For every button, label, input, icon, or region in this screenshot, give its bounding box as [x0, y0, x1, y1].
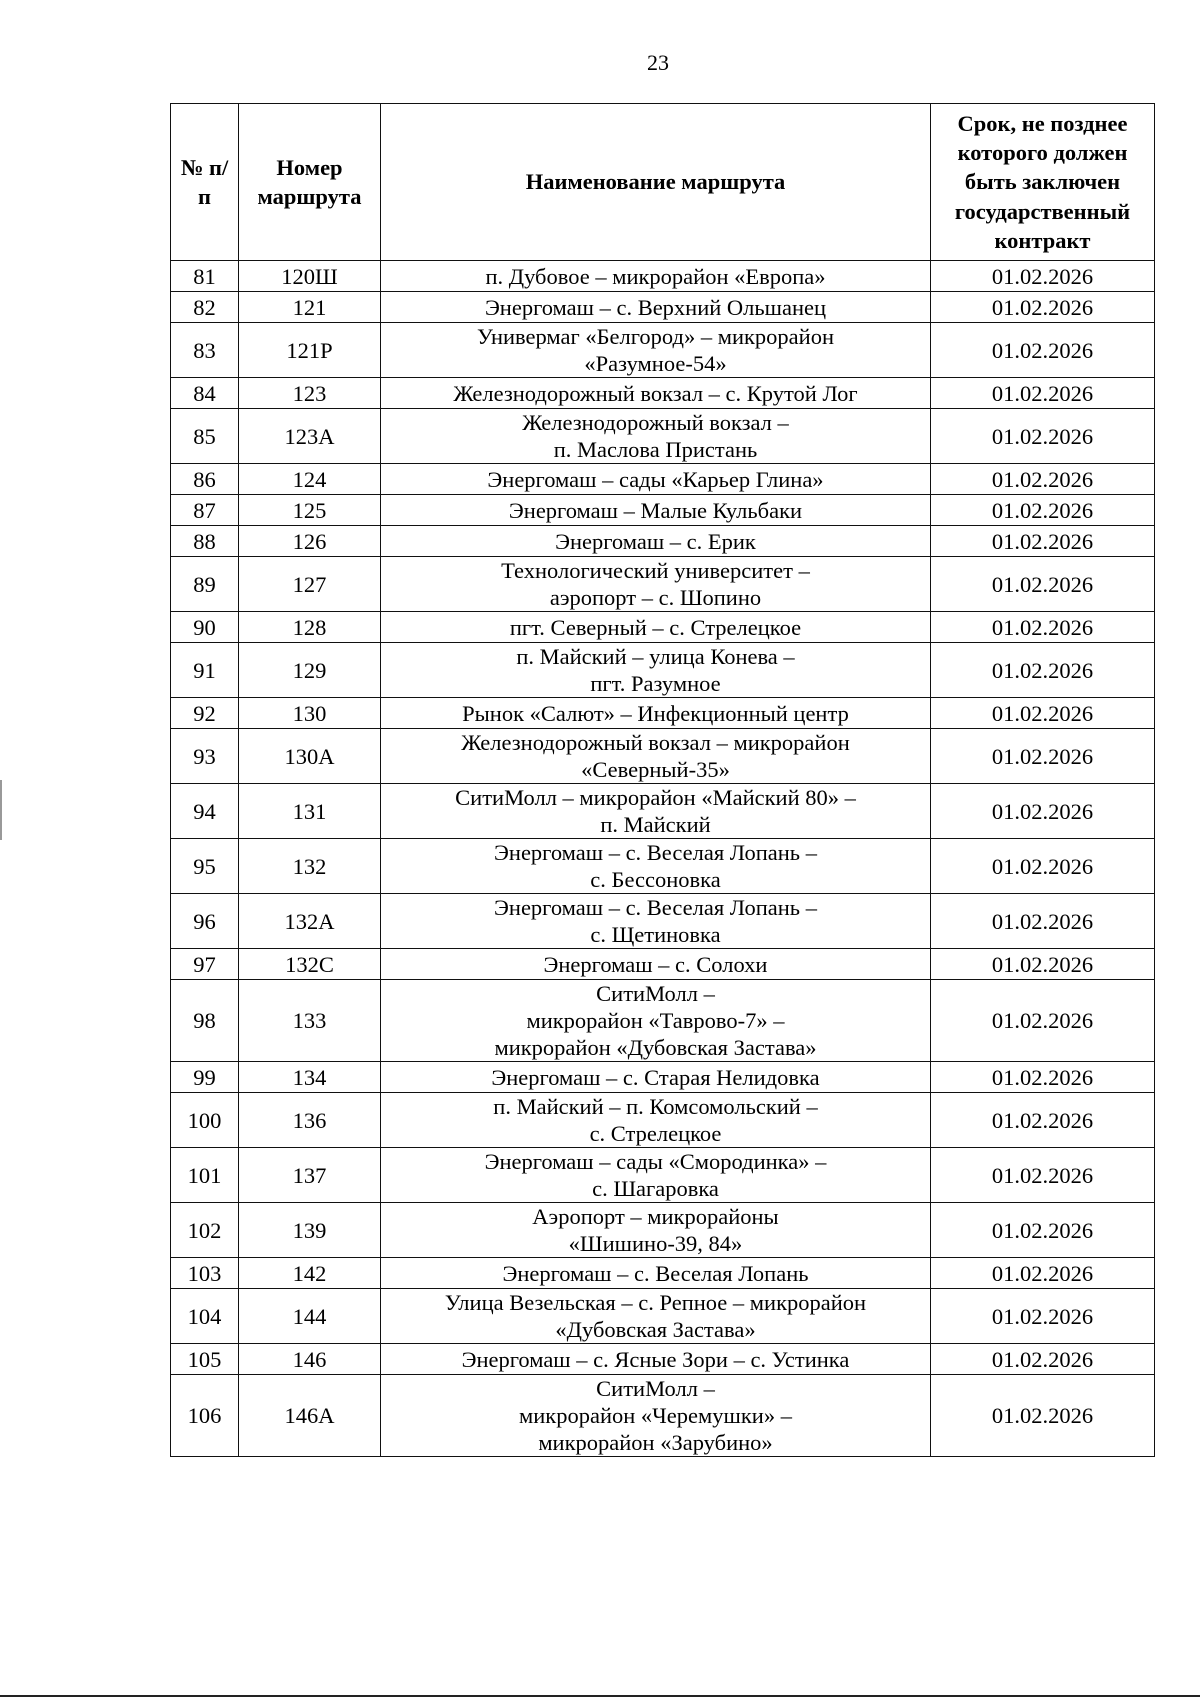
cell-num: 100	[171, 1093, 239, 1148]
cell-route-name: Железнодорожный вокзал – с. Крутой Лог	[381, 378, 931, 409]
cell-num: 95	[171, 839, 239, 894]
cell-route-name: Энергомаш – сады «Смородинка» – с. Шагаровка	[381, 1148, 931, 1203]
cell-route-name: п. Майский – п. Комсомольский – с. Стрелецкое	[381, 1093, 931, 1148]
cell-deadline: 01.02.2026	[931, 495, 1155, 526]
routes-table	[170, 103, 1155, 1457]
cell-deadline: 01.02.2026	[931, 784, 1155, 839]
table-row	[171, 464, 1155, 495]
cell-route-number: 125	[239, 495, 381, 526]
cell-route-number: 137	[239, 1148, 381, 1203]
header-row	[171, 104, 1155, 261]
cell-num: 88	[171, 526, 239, 557]
cell-route-name: Энергомаш – с. Ясные Зори – с. Устинка	[381, 1344, 931, 1375]
table-row	[171, 1203, 1155, 1258]
cell-route-number: 123	[239, 378, 381, 409]
cell-route-name: Технологический университет – аэропорт – с. Шопино	[381, 557, 931, 612]
cell-num: 102	[171, 1203, 239, 1258]
table-row	[171, 526, 1155, 557]
cell-route-number: 132	[239, 839, 381, 894]
table-row	[171, 949, 1155, 980]
cell-deadline: 01.02.2026	[931, 698, 1155, 729]
cell-route-name: Железнодорожный вокзал – п. Маслова Пристань	[381, 409, 931, 464]
cell-route-number: 139	[239, 1203, 381, 1258]
cell-num: 97	[171, 949, 239, 980]
cell-route-name: п. Дубовое – микрорайон «Европа»	[381, 261, 931, 292]
cell-deadline: 01.02.2026	[931, 526, 1155, 557]
table-row	[171, 1258, 1155, 1289]
cell-num: 103	[171, 1258, 239, 1289]
cell-route-name: пгт. Северный – с. Стрелецкое	[381, 612, 931, 643]
table-row	[171, 292, 1155, 323]
cell-deadline: 01.02.2026	[931, 894, 1155, 949]
cell-route-number: 121	[239, 292, 381, 323]
cell-route-name: Улица Везельская – с. Репное – микрорайон «Дубовская Застава»	[381, 1289, 931, 1344]
table-row	[171, 1093, 1155, 1148]
cell-deadline: 01.02.2026	[931, 980, 1155, 1062]
cell-route-number: 123А	[239, 409, 381, 464]
cell-route-name: СитиМолл – микрорайон «Майский 80» – п. Майский	[381, 784, 931, 839]
cell-route-number: 130	[239, 698, 381, 729]
table-row	[171, 643, 1155, 698]
cell-num: 101	[171, 1148, 239, 1203]
cell-route-number: 146А	[239, 1375, 381, 1457]
table-row	[171, 261, 1155, 292]
cell-route-number: 146	[239, 1344, 381, 1375]
cell-deadline: 01.02.2026	[931, 643, 1155, 698]
cell-num: 98	[171, 980, 239, 1062]
cell-num: 93	[171, 729, 239, 784]
cell-route-name: Аэропорт – микрорайоны «Шишино-39, 84»	[381, 1203, 931, 1258]
header-num: № п/п	[171, 104, 239, 261]
cell-deadline: 01.02.2026	[931, 1375, 1155, 1457]
cell-route-number: 144	[239, 1289, 381, 1344]
cell-route-name: СитиМолл – микрорайон «Таврово-7» – микрорайон «Дубовская Застава»	[381, 980, 931, 1062]
cell-deadline: 01.02.2026	[931, 1062, 1155, 1093]
cell-route-number: 127	[239, 557, 381, 612]
cell-num: 83	[171, 323, 239, 378]
cell-deadline: 01.02.2026	[931, 323, 1155, 378]
cell-num: 81	[171, 261, 239, 292]
cell-deadline: 01.02.2026	[931, 557, 1155, 612]
cell-deadline: 01.02.2026	[931, 1148, 1155, 1203]
cell-route-number: 142	[239, 1258, 381, 1289]
table-row	[171, 1375, 1155, 1457]
cell-deadline: 01.02.2026	[931, 1258, 1155, 1289]
cell-num: 99	[171, 1062, 239, 1093]
cell-deadline: 01.02.2026	[931, 378, 1155, 409]
table-header	[171, 104, 1155, 261]
scan-bottom-edge	[0, 1695, 1200, 1697]
cell-route-number: 134	[239, 1062, 381, 1093]
cell-route-name: СитиМолл – микрорайон «Черемушки» – микрорайон «Зарубино»	[381, 1375, 931, 1457]
header-deadline: Срок, не позднее которого должен быть заключен государственный контракт	[931, 104, 1155, 261]
cell-deadline: 01.02.2026	[931, 839, 1155, 894]
cell-route-name: Железнодорожный вокзал – микрорайон «Северный-35»	[381, 729, 931, 784]
table-row	[171, 409, 1155, 464]
cell-num: 106	[171, 1375, 239, 1457]
cell-route-number: 129	[239, 643, 381, 698]
cell-route-name: Энергомаш – с. Старая Нелидовка	[381, 1062, 931, 1093]
cell-num: 90	[171, 612, 239, 643]
cell-route-number: 136	[239, 1093, 381, 1148]
cell-num: 92	[171, 698, 239, 729]
table-row	[171, 1344, 1155, 1375]
header-route-name: Наименование маршрута	[381, 104, 931, 261]
cell-route-number: 126	[239, 526, 381, 557]
cell-route-name: п. Майский – улица Конева – пгт. Разумное	[381, 643, 931, 698]
cell-num: 85	[171, 409, 239, 464]
table-row	[171, 323, 1155, 378]
cell-num: 96	[171, 894, 239, 949]
page-number: 23	[647, 50, 669, 75]
scan-edge-mark	[0, 780, 2, 840]
table-body	[171, 261, 1155, 1457]
cell-num: 87	[171, 495, 239, 526]
cell-route-name: Энергомаш – с. Веселая Лопань – с. Бессоновка	[381, 839, 931, 894]
table-row	[171, 784, 1155, 839]
cell-route-number: 130А	[239, 729, 381, 784]
table-row	[171, 1062, 1155, 1093]
cell-route-name: Энергомаш – с. Веселая Лопань	[381, 1258, 931, 1289]
cell-route-name: Энергомаш – Малые Кульбаки	[381, 495, 931, 526]
table-row	[171, 1289, 1155, 1344]
cell-route-number: 133	[239, 980, 381, 1062]
cell-deadline: 01.02.2026	[931, 1203, 1155, 1258]
cell-deadline: 01.02.2026	[931, 949, 1155, 980]
header-route-number: Номер маршрута	[239, 104, 381, 261]
cell-route-name: Энергомаш – с. Ерик	[381, 526, 931, 557]
table-row	[171, 729, 1155, 784]
cell-route-name: Энергомаш – сады «Карьер Глина»	[381, 464, 931, 495]
cell-route-name: Рынок «Салют» – Инфекционный центр	[381, 698, 931, 729]
cell-deadline: 01.02.2026	[931, 261, 1155, 292]
cell-route-name: Универмаг «Белгород» – микрорайон «Разумное-54»	[381, 323, 931, 378]
cell-route-number: 132А	[239, 894, 381, 949]
cell-num: 91	[171, 643, 239, 698]
cell-num: 89	[171, 557, 239, 612]
cell-deadline: 01.02.2026	[931, 1093, 1155, 1148]
cell-route-name: Энергомаш – с. Веселая Лопань – с. Щетиновка	[381, 894, 931, 949]
cell-route-number: 124	[239, 464, 381, 495]
table-row	[171, 378, 1155, 409]
cell-route-name: Энергомаш – с. Верхний Ольшанец	[381, 292, 931, 323]
cell-num: 82	[171, 292, 239, 323]
cell-num: 94	[171, 784, 239, 839]
cell-route-number: 131	[239, 784, 381, 839]
cell-deadline: 01.02.2026	[931, 1344, 1155, 1375]
table-row	[171, 839, 1155, 894]
table-row	[171, 557, 1155, 612]
cell-deadline: 01.02.2026	[931, 729, 1155, 784]
table-row	[171, 612, 1155, 643]
cell-deadline: 01.02.2026	[931, 464, 1155, 495]
cell-deadline: 01.02.2026	[931, 612, 1155, 643]
cell-route-number: 128	[239, 612, 381, 643]
table-row	[171, 495, 1155, 526]
cell-num: 105	[171, 1344, 239, 1375]
cell-deadline: 01.02.2026	[931, 409, 1155, 464]
cell-route-number: 121Р	[239, 323, 381, 378]
cell-deadline: 01.02.2026	[931, 292, 1155, 323]
cell-route-name: Энергомаш – с. Солохи	[381, 949, 931, 980]
cell-route-number: 132С	[239, 949, 381, 980]
cell-num: 86	[171, 464, 239, 495]
table-row	[171, 1148, 1155, 1203]
cell-route-number: 120Ш	[239, 261, 381, 292]
table-row	[171, 980, 1155, 1062]
table-row	[171, 698, 1155, 729]
cell-num: 104	[171, 1289, 239, 1344]
cell-num: 84	[171, 378, 239, 409]
table-row	[171, 894, 1155, 949]
cell-deadline: 01.02.2026	[931, 1289, 1155, 1344]
